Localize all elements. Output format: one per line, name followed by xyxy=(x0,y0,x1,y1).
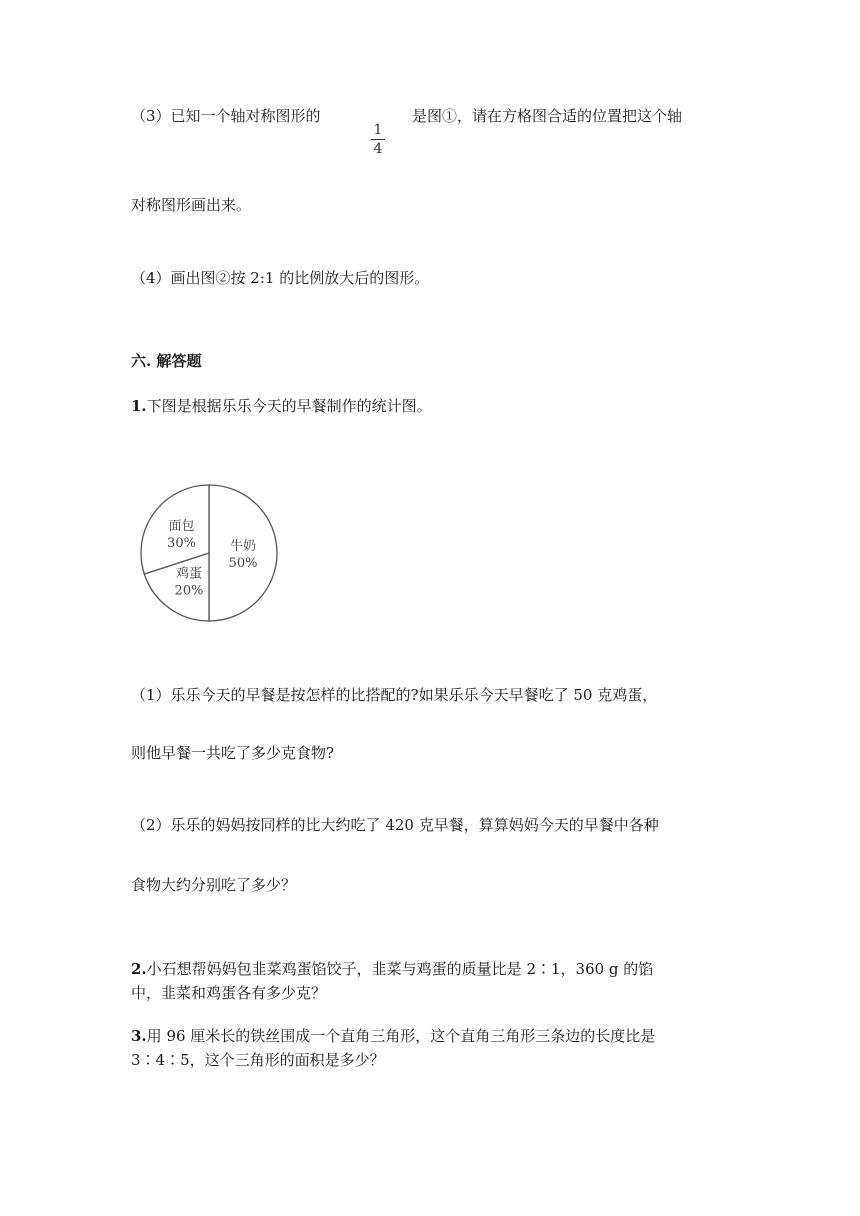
section-heading: 六. 解答题 xyxy=(131,352,202,370)
question-5-3-suffix: 是图①，请在方格图合适的位置把这个轴 xyxy=(412,107,683,125)
question-3-text: 用 96 厘米长的铁丝围成一个直角三角形，这个直角三角形三条边的长度比是 xyxy=(146,1027,656,1045)
question-1 xyxy=(131,395,432,417)
fraction-bar xyxy=(371,139,385,140)
pie-slice-value-label: 30% xyxy=(167,536,196,551)
question-5-4: （4）画出图②按 2:1 的比例放大后的图形。 xyxy=(131,269,430,287)
breakfast-pie-chart xyxy=(134,478,284,628)
question-1-sub1-line1: （1）乐乐今天的早餐是按怎样的比搭配的?如果乐乐今天早餐吃了 50 克鸡蛋， xyxy=(131,686,658,704)
question-3-line1 xyxy=(131,1025,655,1047)
question-1-text: 下图是根据乐乐今天的早餐制作的统计图。 xyxy=(146,397,432,415)
fraction-denominator: 4 xyxy=(373,141,383,157)
pie-slice-value-label: 50% xyxy=(228,556,258,571)
question-2-line1 xyxy=(131,958,653,980)
question-number: 3. xyxy=(131,1027,147,1045)
question-2-text: 小石想帮妈妈包韭菜鸡蛋馅饺子，韭菜与鸡蛋的质量比是 2∶1，360 g 的馅 xyxy=(146,960,654,978)
question-1-sub1-line2: 则他早餐一共吃了多少克食物? xyxy=(131,744,335,762)
pie-slice-label: 牛奶 xyxy=(229,539,257,554)
fraction-numerator: 1 xyxy=(373,122,383,138)
question-number: 2. xyxy=(131,960,147,978)
question-5-3-prefix: （3）已知一个轴对称图形的 xyxy=(131,107,321,125)
question-1-sub2-line2: 食物大约分别吃了多少？ xyxy=(131,876,297,894)
fraction-one-quarter xyxy=(370,122,386,157)
question-3-line2: 3∶4∶5，这个三角形的面积是多少？ xyxy=(131,1051,385,1069)
question-2-line2: 中，韭菜和鸡蛋各有多少克？ xyxy=(131,984,327,1002)
pie-slice-label: 鸡蛋 xyxy=(175,566,203,582)
pie-slice-label: 面包 xyxy=(168,519,195,534)
question-5-3-line2: 对称图形画出来。 xyxy=(131,196,252,214)
question-1-sub2-line1: （2）乐乐的妈妈按同样的比大约吃了 420 克早餐，算算妈妈今天的早餐中各种 xyxy=(131,816,659,834)
pie-slice-value-label: 20% xyxy=(174,583,204,599)
question-number: 1. xyxy=(131,397,147,415)
